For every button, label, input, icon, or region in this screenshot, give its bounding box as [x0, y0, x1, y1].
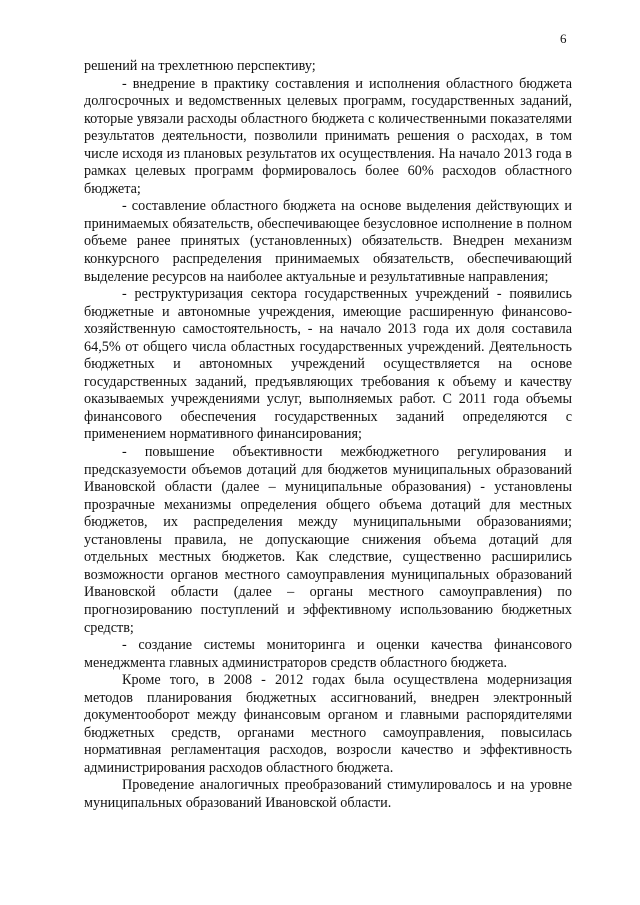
paragraph: - составление областного бюджета на основе выделения действующих и принимаемых обязательств, обеспечивающее безусловное исполнение в полном объеме ранее принятых (установленных) обязательств. Внедрен механизм конкурсного распределения принимаемых обязательств, обеспечивающий выделение ресурсов на наиболее актуальные и результативные направления; — [84, 198, 572, 285]
paragraph: Проведение аналогичных преобразований стимулировалось и на уровне муниципальных образований Ивановской области. — [84, 777, 572, 811]
paragraph: решений на трехлетнюю перспективу; — [84, 58, 316, 74]
paragraph: - повышение объективности межбюджетного регулирования и предсказуемости объемов дотаций для бюджетов муниципальных образований Ивановской области (далее – муниципальные образования) - установлены прозрачные механизмы определения общего объема дотаций для местных бюджетов, их распределения между муниципальными образованиями; установлены правила, не допускающие снижения объема дотаций для отдельных местных бюджетов. Как следствие, существенно расширились возможности органов местного самоуправления муниципальных образований Ивановской области (далее – органы местного самоуправления) по прогнозированию поступлений и эффективному использованию бюджетных средств; — [84, 444, 572, 636]
paragraph: Кроме того, в 2008 - 2012 годах была осуществлена модернизация методов планирования бюджетных ассигнований, внедрен электронный документооборот между финансовым органом и главными распорядителями бюджетных средств, органами местного самоуправления, повысилась нормативная регламентация расходов, возросли качество и эффективность администрирования расходов областного бюджета. — [84, 672, 572, 776]
paragraph: - создание системы мониторинга и оценки качества финансового менеджмента главных администраторов средств областного бюджета. — [84, 637, 572, 671]
paragraph: - реструктуризация сектора государственных учреждений - появились бюджетные и автономные учреждения, имеющие расширенную финансово-хозяйственную самостоятельность, - на начало 2013 года их доля составила 64,5% от общего числа областных государственных учреждений. Деятельность бюджетных и автономных учреждений осуществляется на основе государственных заданий, предъявляющих требования к объему и качеству оказываемых учреждениями услуг, выполняемых работ. С 2011 года объемы финансового обеспечения государственных заданий определяются с применением нормативного финансирования; — [84, 286, 572, 443]
paragraph: - внедрение в практику составления и исполнения областного бюджета долгосрочных и ведомственных целевых программ, государственных заданий, которые увязали расходы областного бюджета с количественными показателями результатов деятельности, позволили принимать решения о расходах, в том числе исходя из плановых результатов их осуществления. На начало 2013 года в рамках целевых программ формировалось более 60% расходов областного бюджета; — [84, 75, 572, 197]
page-number: 6 — [560, 31, 567, 46]
document-body — [84, 58, 572, 813]
